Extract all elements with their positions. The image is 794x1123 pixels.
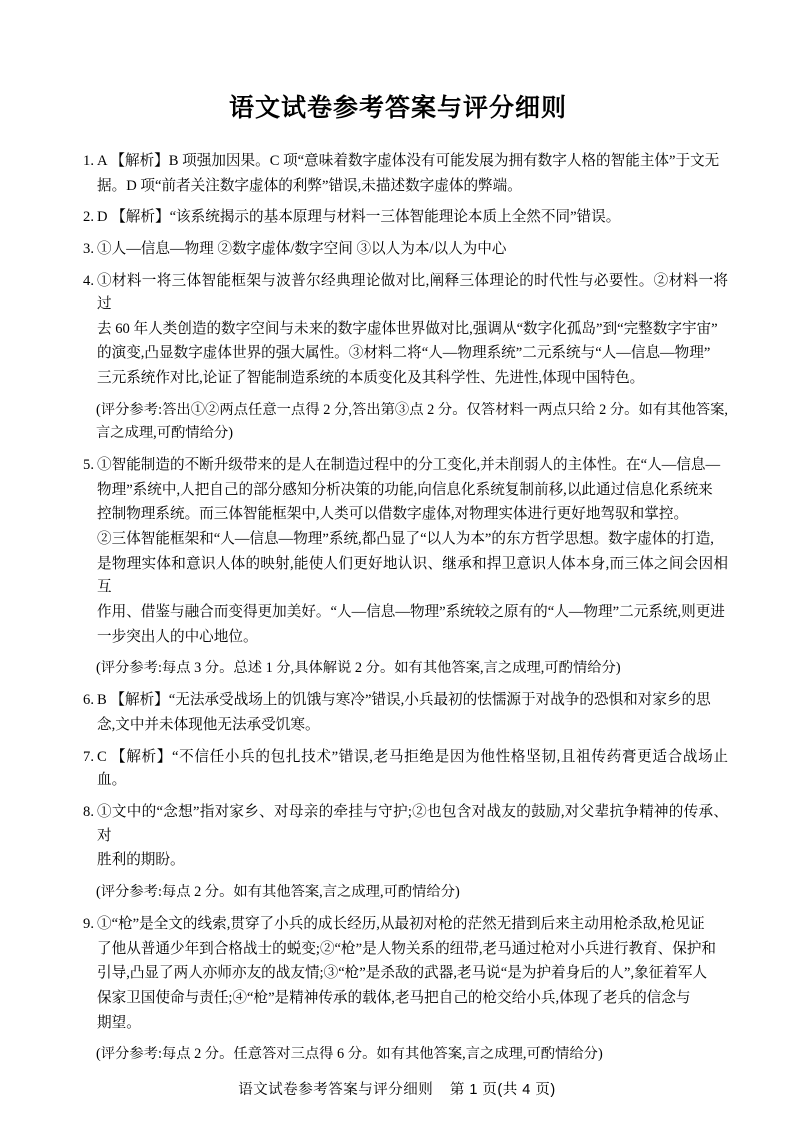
answer-line: B 【解析】“无法承受战场上的饥饿与寒冷”错误,小兵最初的怯懦源于对战争的恐惧和对家乡的思 [97, 692, 711, 709]
answer-number: 6. [83, 692, 94, 709]
answer-line: 控制物理系统。而三体智能框架中,人类可以借数字虚体,对物理实体进行更好地驾驭和掌控。 [97, 506, 689, 523]
answer-line: ①智能制造的不断升级带来的是人在制造过程中的分工变化,并未削弱人的主体性。在“人—信息— [97, 457, 721, 474]
answer-item-7 [68, 746, 728, 794]
answer-line: 三元系统作对比,论证了智能制造系统的本质变化及其科学性、先进性,体现中国特色。 [97, 370, 645, 387]
answer-line: 是物理实体和意识人体的映射,能使人们更好地认识、继承和捍卫意识人体本身,而三体之间会因相互 [97, 555, 728, 596]
answer-line: ②三体智能框架和“人—信息—物理”系统,都凸显了“以人为本”的东方哲学思想。数字虚体的打造, [97, 531, 714, 547]
answer-line: 的演变,凸显数字虚体世界的强大属性。③材料二将“人—物理系统”二元系统与“人—信息—物理” [97, 345, 711, 362]
answer-body [97, 746, 728, 794]
document-content [68, 88, 728, 1075]
answer-line: ①人—信息—物理 ②数字虚体/数字空间 ③以人为本/以人为中心 [97, 240, 507, 257]
answer-line: D 【解析】“该系统揭示的基本原理与材料一三体智能理论本质上全然不同”错误。 [97, 209, 621, 226]
answer-line: 了他从普通少年到合格战士的蜕变;②“枪”是人物关系的纽带,老马通过枪对小兵进行教育、保护和 [97, 940, 717, 957]
scoring-note: (评分参考:每点 2 分。如有其他答案,言之成理,可酌情给分) [96, 883, 460, 900]
answer-line: A 【解析】B 项强加因果。C 项“意味着数字虚体没有可能发展为拥有数字人格的智能主体”于文无 [97, 153, 720, 169]
answer-line: C 【解析】“不信任小兵的包扎技术”错误,老马拒绝是因为他性格坚韧,且祖传药膏更适合战场止血。 [97, 748, 728, 789]
answer-line: 胜利的期盼。 [97, 852, 185, 869]
answer-number: 5. [83, 457, 94, 474]
answer-item-2 [68, 206, 728, 231]
answer-number: 7. [83, 748, 94, 765]
answer-line: 引导,凸显了两人亦师亦友的战友情;③“枪”是杀敌的武器,老马说“是为护着身后的人”,象征着军人 [97, 965, 708, 982]
answer-number: 1. [83, 153, 94, 169]
answer-body [97, 454, 728, 650]
answer-number: 4. [83, 272, 94, 289]
answer-line: 期望。 [97, 1014, 141, 1031]
answer-line: 去 60 年人类创造的数字空间与未来的数字虚体世界做对比,强调从“数字化孤岛”到“完整数字宇宙” [97, 320, 718, 337]
page-title: 语文试卷参考答案与评分细则 [228, 94, 567, 122]
answer-number: 2. [83, 209, 94, 226]
answer-item-1 [68, 150, 728, 199]
scoring-note: (评分参考:每点 2 分。任意答对三点得 6 分。如有其他答案,言之成理,可酌情给分) [96, 1046, 603, 1063]
answer-item-6 [68, 689, 728, 738]
answer-number: 9. [83, 916, 94, 932]
answer-line: 念,文中并未体现他无法承受饥寒。 [97, 717, 320, 733]
answer-body [97, 206, 728, 231]
answer-item-8 [68, 801, 728, 874]
answer-line: 一步突出人的中心地位。 [97, 628, 258, 645]
answer-line: 保家卫国使命与责任;④“枪”是精神传承的载体,老马把自己的枪交给小兵,体现了老兵的信念与 [97, 989, 691, 1006]
answer-body [97, 689, 728, 738]
answer-item-5 [68, 454, 728, 650]
answer-line: ①材料一将三体智能框架与波普尔经典理论做对比,阐释三体理论的时代性与必要性。②材料一将过 [97, 272, 728, 313]
answer-item-4 [68, 270, 728, 392]
answer-body [97, 801, 728, 874]
answer-line: ①文中的“念想”指对家乡、对母亲的牵挂与守护;②也包含对战友的鼓励,对父辈抗争精神的传承、对 [97, 803, 728, 844]
answer-body [97, 150, 728, 199]
page-footer [0, 1078, 794, 1099]
footer-title: 语文试卷参考答案与评分细则 [238, 1082, 434, 1098]
answer-line: 作用、借鉴与融合而变得更加美好。“人—信息—物理”系统较之原有的“人—物理”二元系统,则更进 [97, 603, 725, 620]
answer-line: ①“枪”是全文的线索,贯穿了小兵的成长经历,从最初对枪的茫然无措到后来主动用枪杀敌,枪见证 [97, 916, 705, 932]
answer-line: 据。D 项“前者关注数字虚体的利弊”错误,未描述数字虚体的弊端。 [97, 177, 522, 194]
answer-item-3 [68, 238, 728, 263]
answer-number: 8. [83, 803, 94, 820]
answer-body [97, 913, 728, 1036]
answer-body [97, 238, 728, 263]
answer-body [97, 270, 728, 392]
answer-number: 3. [83, 240, 94, 257]
scoring-note: (评分参考:答出①②两点任意一点得 2 分,答出第③点 2 分。仅答材料一两点只给 2 分。如有其他答案,言之成理,可酌情给分) [96, 401, 728, 441]
answer-item-9 [68, 913, 728, 1036]
scoring-note: (评分参考:每点 3 分。总述 1 分,具体解说 2 分。如有其他答案,言之成理,可酌情给分) [96, 660, 621, 677]
answer-line: 物理”系统中,人把自己的部分感知分析决策的功能,向信息化系统复制前移,以此通过信息化系统来 [97, 481, 713, 498]
footer-page-number: 第 1 页(共 4 页) [449, 1082, 556, 1098]
